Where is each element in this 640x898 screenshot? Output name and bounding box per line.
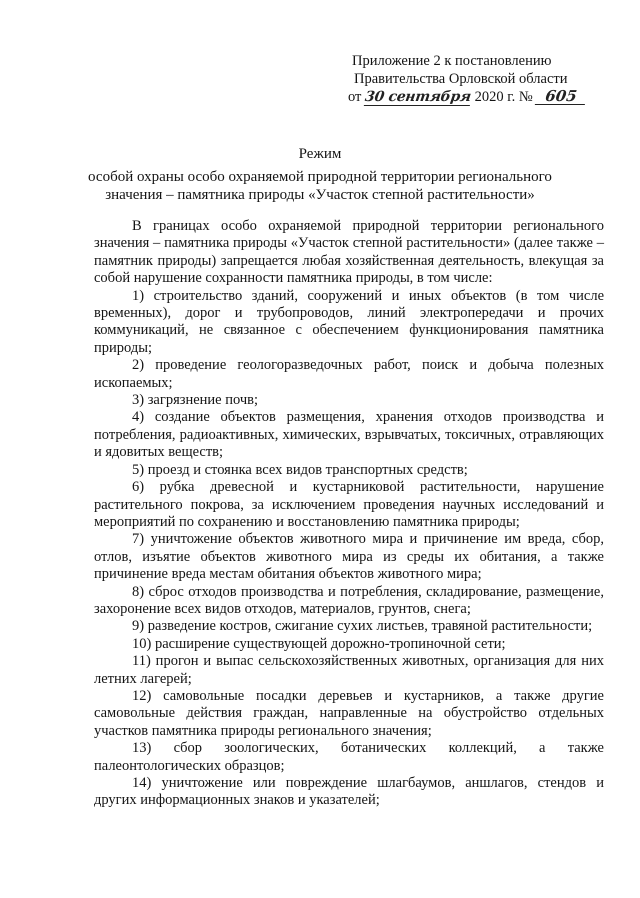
list-item: 6) рубка древесной и кустарниковой растительности, нарушение растительного покрова, за исключением проведения научных исследований и мероприятий по сохранению и восстановлению памятника природы; — [94, 479, 604, 530]
approval-line-2: Правительства Орловской области — [354, 71, 568, 87]
document-title: Режим — [298, 146, 342, 162]
list-item: 9) разведение костров, сжигание сухих листьев, травяной растительности; — [132, 618, 593, 635]
intro-paragraph: В границах особо охраняемой природной территории регионального значения – памятника природы «Участок степной растительности» (далее также – памятник природы) запрещается любая хозяйственная деятельность, влекущая за собой нарушение сохранности памятника природы, в том числе: — [94, 218, 604, 287]
approval-line-3 — [348, 88, 602, 106]
handwritten-number: 605 — [535, 88, 587, 105]
approval-header — [348, 52, 602, 106]
list-item: 5) проезд и стоянка всех видов транспортных средств; — [132, 461, 468, 478]
list-item: 12) самовольные посадки деревьев и кустарников, а также другие самовольные действия граждан, направленные на обустройство отдельных участков памятника природы регионального значения; — [94, 687, 604, 739]
list-item: 2) проведение геологоразведочных работ, поиск и добыча полезных ископаемых; — [94, 357, 604, 391]
approval-year: 2020 г. № — [474, 89, 533, 105]
list-item: 14) уничтожение или повреждение шлагбаумов, аншлагов, стендов и других информационных знаков и указателей; — [94, 775, 604, 809]
list-item: 8) сброс отходов производства и потребления, складирование, размещение, захоронение всех видов отходов, материалов, грунтов, снега; — [94, 583, 604, 617]
list-item: 11) прогон и выпас сельскохозяйственных животных, организация для них летних лагерей; — [94, 653, 604, 687]
approval-ot: от — [348, 89, 362, 105]
document-body — [94, 218, 604, 810]
list-item: 10) расширение существующей дорожно-тропиночной сети; — [132, 635, 506, 652]
document-subtitle-line-2: значения – памятника природы «Участок степной растительности» — [105, 187, 535, 203]
document-subtitle-line-1: особой охраны особо охраняемой природной территории регионального — [88, 169, 552, 185]
list-item: 7) уничтожение объектов животного мира и причинение им вреда, сбор, отлов, изъятие объектов животного мира из среды их обитания, а также причинение вреда местам обитания объектов животного мира; — [94, 531, 604, 583]
list-item: 1) строительство зданий, сооружений и иных объектов (в том числе временных), дорог и трубопроводов, линий электропередачи и прочих коммуникаций, не связанное с обеспечением функционирования памятника природы; — [94, 287, 604, 356]
list-item: 3) загрязнение почв; — [132, 392, 259, 409]
handwritten-date: 30 сентября — [363, 89, 472, 105]
list-item: 4) создание объектов размещения, хранения отходов производства и потребления, радиоактивных, химических, взрывчатых, токсичных, отравляющих и ядовитых веществ; — [94, 409, 604, 461]
approval-line-1: Приложение 2 к постановлению — [352, 53, 552, 69]
list-item: 13) сбор зоологических, ботанических коллекций, а также палеонтологических образцов; — [94, 740, 604, 774]
